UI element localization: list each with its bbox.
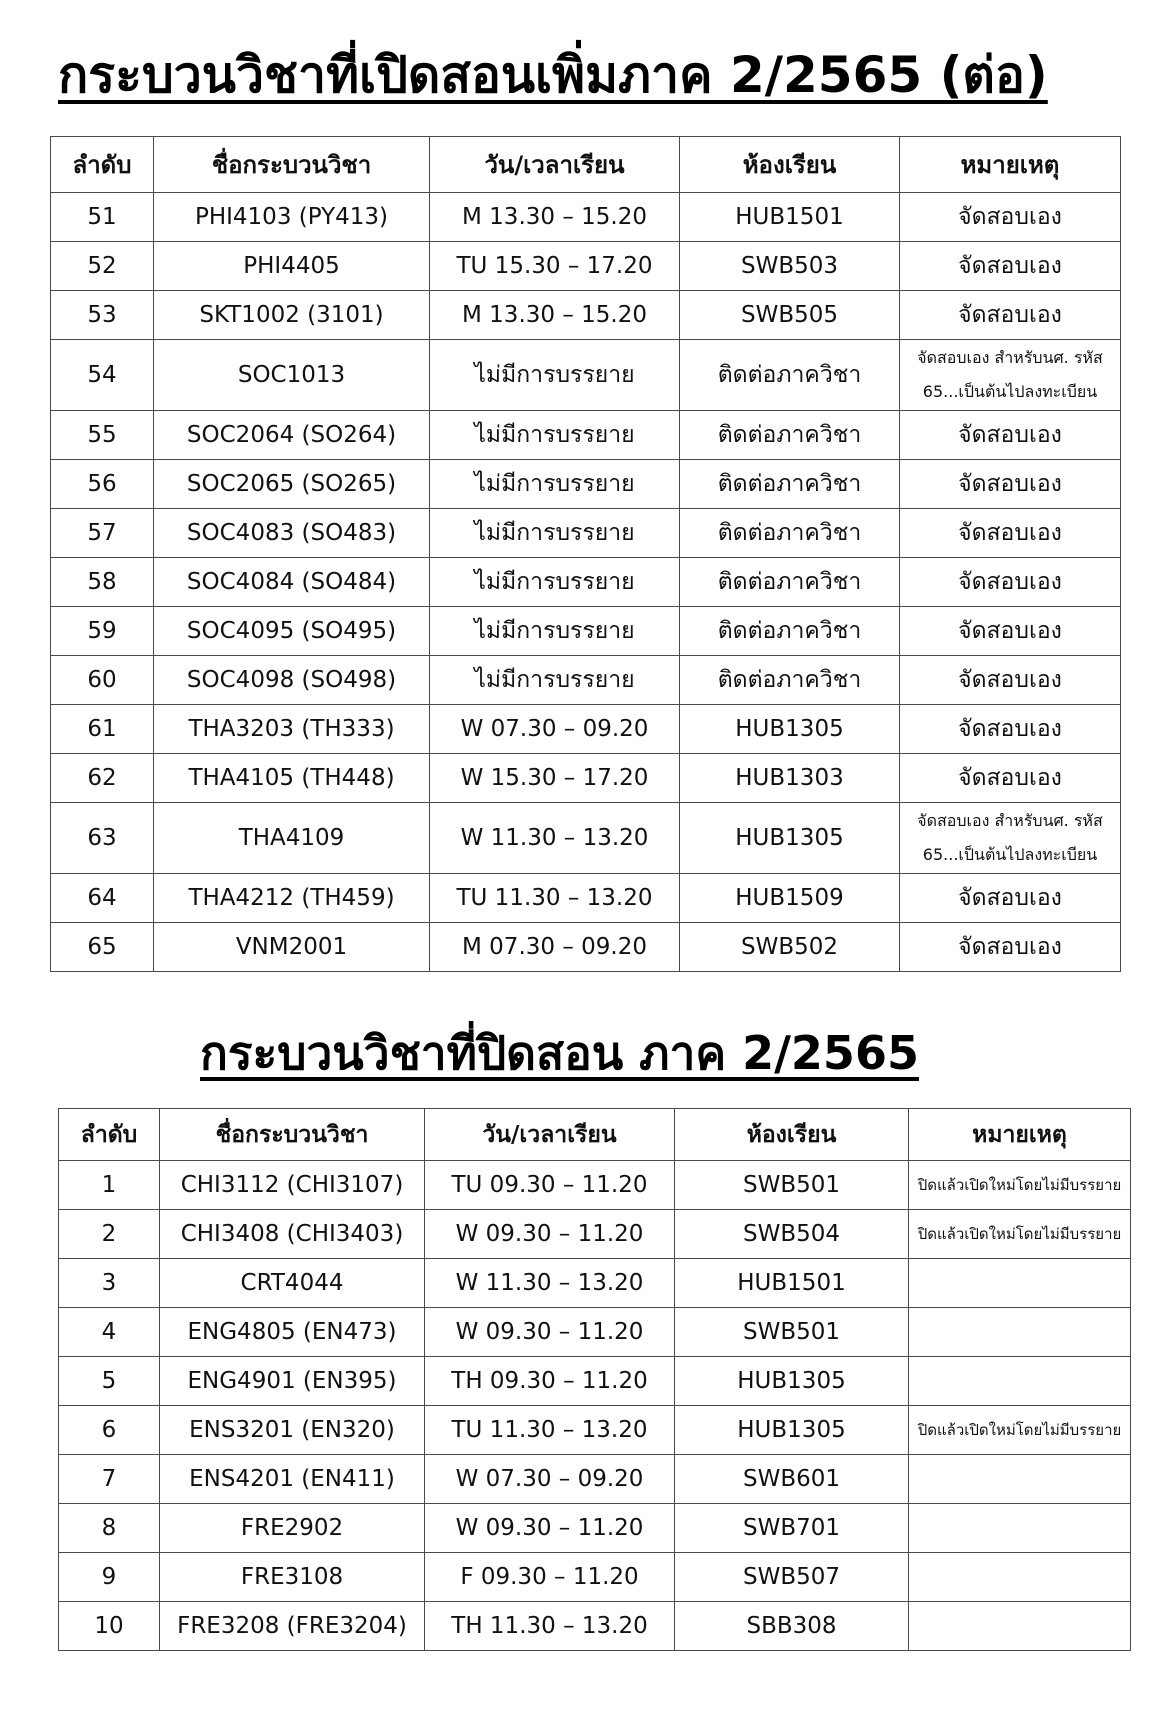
remark: จัดสอบเอง (900, 656, 1121, 705)
remark (909, 1602, 1131, 1651)
table-row (51, 509, 1121, 558)
classroom: HUB1509 (680, 874, 900, 923)
course-code: SOC4095 (SO495) (154, 607, 430, 656)
course-code: FRE3208 (FRE3204) (160, 1602, 425, 1651)
row-number: 59 (51, 607, 154, 656)
class-time: W 09.30 – 11.20 (425, 1504, 675, 1553)
row-number: 60 (51, 656, 154, 705)
classroom: ติดต่อภาควิชา (680, 460, 900, 509)
remark: จัดสอบเอง (900, 411, 1121, 460)
table-row (51, 558, 1121, 607)
remark: ปิดแล้วเปิดใหม่โดยไม่มีบรรยาย (909, 1210, 1131, 1259)
remark-line-2: 65...เป็นต้นไปลงทะเบียน (922, 845, 1098, 864)
remark (909, 1455, 1131, 1504)
classroom: SWB502 (680, 923, 900, 972)
course-code: CHI3408 (CHI3403) (160, 1210, 425, 1259)
course-code: THA4105 (TH448) (154, 754, 430, 803)
course-code: FRE3108 (160, 1553, 425, 1602)
classroom: SWB501 (675, 1308, 909, 1357)
class-time: ไม่มีการบรรยาย (430, 656, 680, 705)
row-number: 52 (51, 242, 154, 291)
row-number: 7 (59, 1455, 160, 1504)
row-number: 58 (51, 558, 154, 607)
table-row (59, 1455, 1131, 1504)
class-time: TH 09.30 – 11.20 (425, 1357, 675, 1406)
class-time: W 15.30 – 17.20 (430, 754, 680, 803)
row-number: 56 (51, 460, 154, 509)
table-header-row (59, 1109, 1131, 1161)
table-row (59, 1210, 1131, 1259)
class-time: TH 11.30 – 13.20 (425, 1602, 675, 1651)
remark (909, 1357, 1131, 1406)
header-remark: หมายเหตุ (900, 137, 1121, 193)
remark: จัดสอบเอง (900, 460, 1121, 509)
course-code: SOC1013 (154, 340, 430, 411)
class-time: F 09.30 – 11.20 (425, 1553, 675, 1602)
course-code: SKT1002 (3101) (154, 291, 430, 340)
course-code: FRE2902 (160, 1504, 425, 1553)
table-row (59, 1357, 1131, 1406)
course-code: ENG4805 (EN473) (160, 1308, 425, 1357)
class-time: ไม่มีการบรรยาย (430, 340, 680, 411)
remark: จัดสอบเอง (900, 923, 1121, 972)
class-time: ไม่มีการบรรยาย (430, 509, 680, 558)
row-number: 1 (59, 1161, 160, 1210)
class-time: W 09.30 – 11.20 (425, 1308, 675, 1357)
table-row (59, 1406, 1131, 1455)
header-order: ลำดับ (51, 137, 154, 193)
class-time: M 13.30 – 15.20 (430, 193, 680, 242)
remark: จัดสอบเอง (900, 242, 1121, 291)
classroom: SWB701 (675, 1504, 909, 1553)
course-code: PHI4103 (PY413) (154, 193, 430, 242)
remark: จัดสอบเอง (900, 754, 1121, 803)
table-row (51, 291, 1121, 340)
header-order: ลำดับ (59, 1109, 160, 1161)
remark: จัดสอบเอง (900, 705, 1121, 754)
classroom: HUB1303 (680, 754, 900, 803)
row-number: 54 (51, 340, 154, 411)
classroom: SWB505 (680, 291, 900, 340)
classroom: HUB1305 (675, 1357, 909, 1406)
remark-line-1: จัดสอบเอง สำหรับนศ. รหัส (917, 348, 1103, 367)
header-day-time: วัน/เวลาเรียน (425, 1109, 675, 1161)
classroom: ติดต่อภาควิชา (680, 607, 900, 656)
row-number: 65 (51, 923, 154, 972)
classroom: ติดต่อภาควิชา (680, 509, 900, 558)
row-number: 53 (51, 291, 154, 340)
classroom: HUB1305 (680, 803, 900, 874)
remark: จัดสอบเอง (900, 607, 1121, 656)
classroom: HUB1501 (675, 1259, 909, 1308)
cancelled-courses-table (58, 1108, 1131, 1651)
classroom: ติดต่อภาควิชา (680, 340, 900, 411)
remark (909, 1504, 1131, 1553)
additional-courses-table (50, 136, 1121, 972)
course-code: SOC2064 (SO264) (154, 411, 430, 460)
table-header-row (51, 137, 1121, 193)
course-code: ENS3201 (EN320) (160, 1406, 425, 1455)
course-code: VNM2001 (154, 923, 430, 972)
class-time: W 09.30 – 11.20 (425, 1210, 675, 1259)
course-code: CRT4044 (160, 1259, 425, 1308)
row-number: 55 (51, 411, 154, 460)
remark (900, 803, 1121, 874)
table-row (51, 460, 1121, 509)
section-1-title: กระบวนวิชาที่เปิดสอนเพิ่มภาค 2/2565 (ต่อ) (58, 46, 1048, 104)
table-row (51, 923, 1121, 972)
header-day-time: วัน/เวลาเรียน (430, 137, 680, 193)
header-course-name: ชื่อกระบวนวิชา (154, 137, 430, 193)
class-time: W 11.30 – 13.20 (430, 803, 680, 874)
table-row (51, 411, 1121, 460)
course-code: THA3203 (TH333) (154, 705, 430, 754)
table-row (51, 874, 1121, 923)
table-row (51, 193, 1121, 242)
row-number: 2 (59, 1210, 160, 1259)
remark (900, 340, 1121, 411)
remark-line-1: จัดสอบเอง สำหรับนศ. รหัส (917, 811, 1103, 830)
remark: จัดสอบเอง (900, 558, 1121, 607)
table-row (51, 803, 1121, 874)
course-code: ENG4901 (EN395) (160, 1357, 425, 1406)
header-course-name: ชื่อกระบวนวิชา (160, 1109, 425, 1161)
class-time: ไม่มีการบรรยาย (430, 411, 680, 460)
table-row (51, 705, 1121, 754)
classroom: HUB1501 (680, 193, 900, 242)
remark (909, 1259, 1131, 1308)
table-row (51, 607, 1121, 656)
remark: จัดสอบเอง (900, 193, 1121, 242)
classroom: HUB1305 (680, 705, 900, 754)
class-time: ไม่มีการบรรยาย (430, 558, 680, 607)
course-code: SOC4084 (SO484) (154, 558, 430, 607)
class-time: W 11.30 – 13.20 (425, 1259, 675, 1308)
row-number: 3 (59, 1259, 160, 1308)
row-number: 9 (59, 1553, 160, 1602)
header-room: ห้องเรียน (680, 137, 900, 193)
remark: ปิดแล้วเปิดใหม่โดยไม่มีบรรยาย (909, 1161, 1131, 1210)
course-code: CHI3112 (CHI3107) (160, 1161, 425, 1210)
class-time: M 13.30 – 15.20 (430, 291, 680, 340)
section-2-title: กระบวนวิชาที่ปิดสอน ภาค 2/2565 (200, 1026, 919, 1080)
remark-line-2: 65...เป็นต้นไปลงทะเบียน (922, 382, 1098, 401)
remark: จัดสอบเอง (900, 874, 1121, 923)
table-row (59, 1504, 1131, 1553)
class-time: M 07.30 – 09.20 (430, 923, 680, 972)
course-code: THA4212 (TH459) (154, 874, 430, 923)
classroom: ติดต่อภาควิชา (680, 656, 900, 705)
course-code: SOC2065 (SO265) (154, 460, 430, 509)
class-time: TU 15.30 – 17.20 (430, 242, 680, 291)
row-number: 63 (51, 803, 154, 874)
class-time: TU 11.30 – 13.20 (425, 1406, 675, 1455)
class-time: TU 11.30 – 13.20 (430, 874, 680, 923)
class-time: ไม่มีการบรรยาย (430, 607, 680, 656)
course-code: SOC4083 (SO483) (154, 509, 430, 558)
table-row (59, 1259, 1131, 1308)
class-time: W 07.30 – 09.20 (430, 705, 680, 754)
remark (909, 1553, 1131, 1602)
header-room: ห้องเรียน (675, 1109, 909, 1161)
row-number: 10 (59, 1602, 160, 1651)
classroom: SBB308 (675, 1602, 909, 1651)
table-row (59, 1602, 1131, 1651)
classroom: SWB501 (675, 1161, 909, 1210)
classroom: HUB1305 (675, 1406, 909, 1455)
remark: ปิดแล้วเปิดใหม่โดยไม่มีบรรยาย (909, 1406, 1131, 1455)
classroom: SWB601 (675, 1455, 909, 1504)
class-time: ไม่มีการบรรยาย (430, 460, 680, 509)
row-number: 6 (59, 1406, 160, 1455)
row-number: 64 (51, 874, 154, 923)
row-number: 51 (51, 193, 154, 242)
header-remark: หมายเหตุ (909, 1109, 1131, 1161)
row-number: 4 (59, 1308, 160, 1357)
class-time: TU 09.30 – 11.20 (425, 1161, 675, 1210)
classroom: SWB507 (675, 1553, 909, 1602)
classroom: SWB504 (675, 1210, 909, 1259)
table-row (51, 656, 1121, 705)
row-number: 5 (59, 1357, 160, 1406)
course-code: SOC4098 (SO498) (154, 656, 430, 705)
course-code: ENS4201 (EN411) (160, 1455, 425, 1504)
class-time: W 07.30 – 09.20 (425, 1455, 675, 1504)
classroom: ติดต่อภาควิชา (680, 558, 900, 607)
table-row (51, 754, 1121, 803)
table-row (59, 1553, 1131, 1602)
row-number: 57 (51, 509, 154, 558)
row-number: 8 (59, 1504, 160, 1553)
remark: จัดสอบเอง (900, 291, 1121, 340)
row-number: 62 (51, 754, 154, 803)
row-number: 61 (51, 705, 154, 754)
remark (909, 1308, 1131, 1357)
remark: จัดสอบเอง (900, 509, 1121, 558)
course-code: THA4109 (154, 803, 430, 874)
table-row (59, 1308, 1131, 1357)
table-row (59, 1161, 1131, 1210)
table-row (51, 340, 1121, 411)
classroom: ติดต่อภาควิชา (680, 411, 900, 460)
course-code: PHI4405 (154, 242, 430, 291)
classroom: SWB503 (680, 242, 900, 291)
table-row (51, 242, 1121, 291)
